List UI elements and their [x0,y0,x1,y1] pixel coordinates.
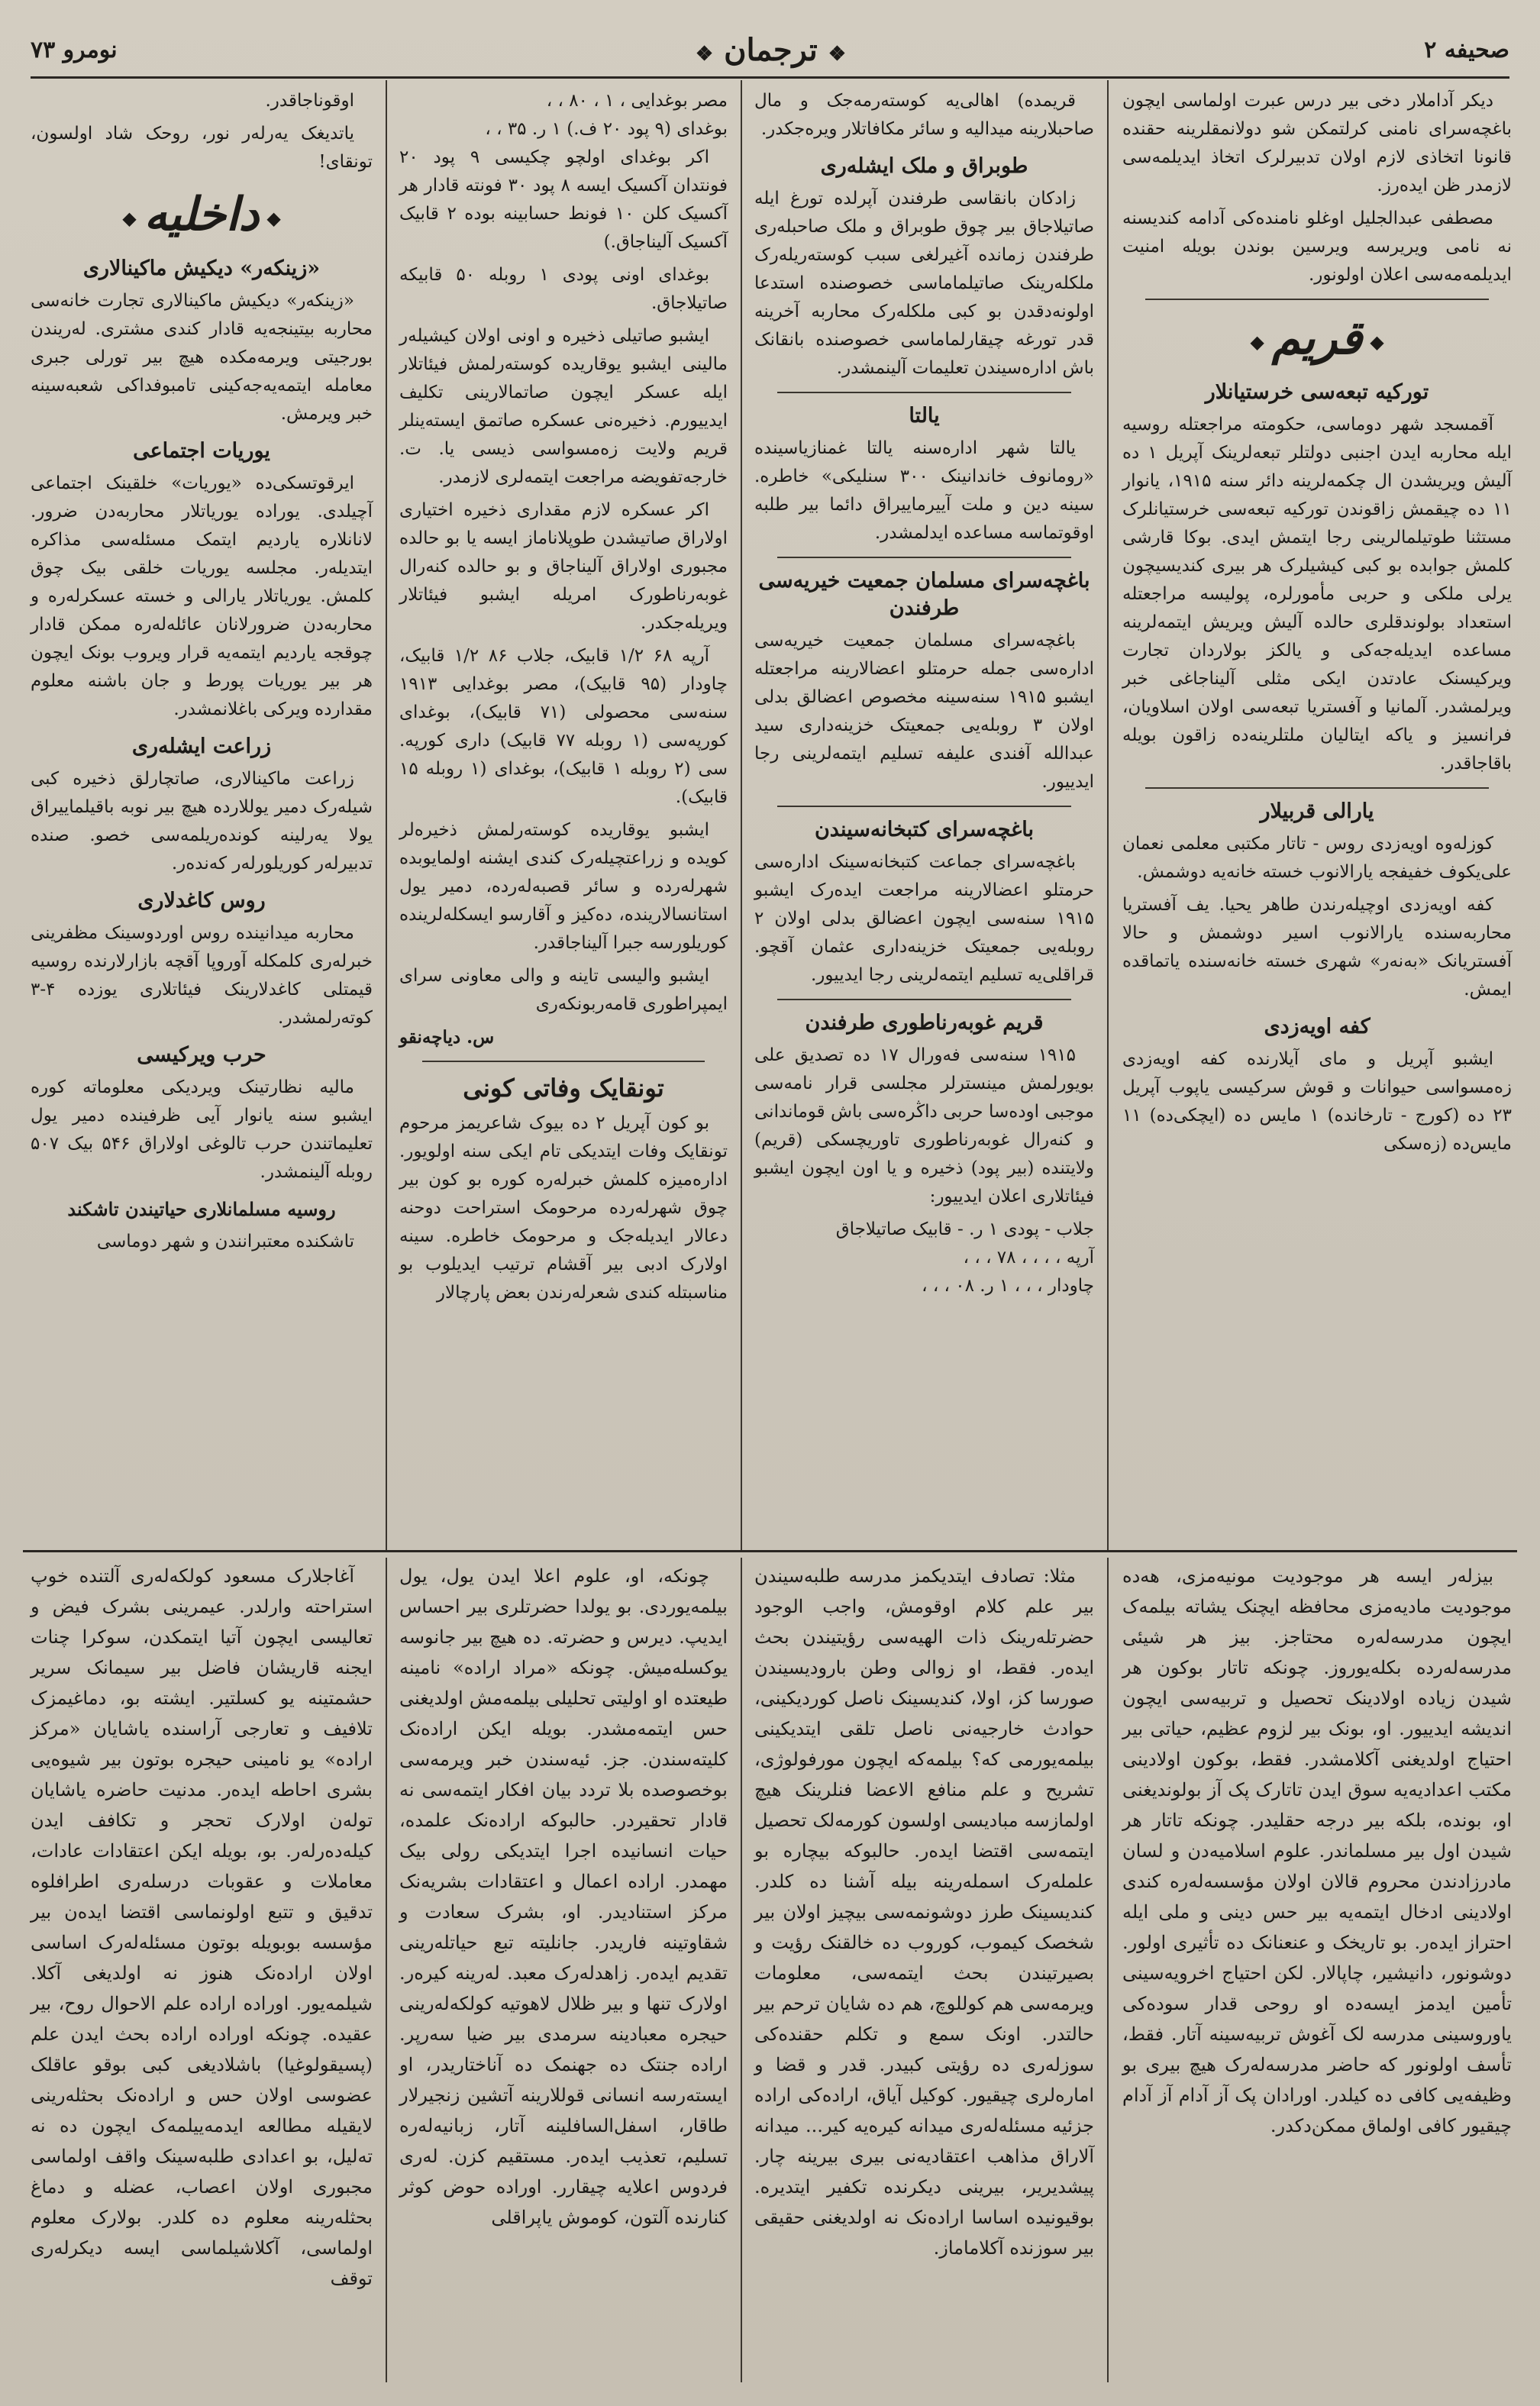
headline: تورکیه تبعه‌سی خرستیانلار [1205,379,1429,404]
price-line: مصر بوغدایی ، ۱ ، ۸۰ ، ، [546,91,728,111]
article-paragraph: قریمده) اهالی‌یه کوسته‌رمەجک و مال صاحبلارینه میدالیه و سائر مکافاتلار ویرەجکدر. [754,91,1094,139]
divider [777,806,1071,807]
column-2 [747,84,1102,1546]
section-heading-crimea: ◆ قریم ◆ [1122,311,1512,370]
headline: طوبراق و ملک ایشلەری [820,154,1028,178]
headline: روس کاغدلاری [137,888,266,912]
column-rule [741,1558,742,2382]
article-paragraph: دیکر آداملار دخی بیر درس عبرت اولماسی ایچون باغچه‌سرای نامنی کرلتمکن شو دولانمقلرینه حقنده قانونا اتخاذی لازم اولان تدبیرلرک اتخاذ ایدیلمه‌سی لازمدر ظن ایدەرز. [1122,91,1512,195]
article-paragraph: باغچه‌سرای جماعت کتبخانه‌سینک ادارەسی حرمتلو اعضالارینه مراجعت ایده‌رک ایشبو ۱۹۱۵ سنه‌سی ایچون اعضالق بدلی اولان ۲ روبله‌یی جمعیتک خزینه‌داری عثمان آقچو. قراقلی‌یه تسلیم ایتمه‌لرینی رجا ایدییور. [754,852,1094,985]
issue-number: نومرو ۷۳ [31,36,118,63]
article-paragraph: بیزلەر ایسه هر موجودیت مونیه‌مزی، هەده موجودیت مادیه‌مزی محافظه ایچنک یشاته بیلمه‌ک ایچون مدرسه‌لەره محتاجز. بیز هر شیئی مدرسه‌لەرده بکله‌یوروز. چونکه تاتار بوکون هر شیدن زیاده اولادینک تحصیل و تربیه‌سی ایچون اندیشه ایدییور. او، بونک بیر لزوم عظیم، حیاتی بیر احتیاج اولدیغنی آکلامشدر. فقط، بوکون اولادینی مکتب اعدادیه‌یه سوق ایدن تاتارک پک آز بولوندیغنی او، بونده، بلکه بیر درجه حقلیدر. چونکه تاتار هر شیدن اول بیر مسلماندر. علوم اسلامیه‌دن و لسان مادرزادندن محروم قالان اولان مؤسسه‌لەره کندی اولادینی ادخال ایتمه‌یه بیر حس دینی و ملی ایله احتراز ایدەر. بو تاریخک و عنعنانک ده تأثیری اولور. دوشونور، دانیشیر، چاپالار. لکن احتیاج اخرویه‌سینی تأمین ایدمز ایسه‌ده او روحی قدار سوده‌کی یاوروسینی مدرسه لک آغوش تربیه‌سینه آتار. فقط، تأسف اولونور که حاضر مدرسه‌لەرک هیچ بیری بو وظیفه‌یی کافی ده کیلدر. اورادان پک آز آدام آز آدام چیقیور کافی اولماق ممکن‌دکدر. [1122,1565,1512,2136]
article-paragraph: ۱۹۱۵ سنه‌سی فەورال ۱۷ دە تصدیق علی بویورلمش مینسترلر مجلسی قرار نامه‌سی موجبی اودەسا حربی داڭرەسی باش قوماندانی و کنەرال غوبەرناطوری تاوریچسکی (قریم) ولایتنده (بیر پود) ذخیره و یا اون ایچون ایشبو فیئاتلاری اعلان ایدییور: [754,1045,1094,1206]
feuilleton-column-2 [747,1558,1102,2382]
column-3 [392,84,735,1546]
article-paragraph: اکر عسکره لازم مقداری ذخیره اختیاری اولاراق صاتیشدن طوپلاناماز ایسه یا بو حالده مجبوری اولاراق آلیناجاق و بو حالده کنەرال غوبەرناطورک امریله ایشبو فیئاتلار ویریله‌جکدر. [399,500,728,633]
headline: حرب ویرکیسی [137,1042,266,1067]
price-line: چاودار ، ، ، ۱ ر. ۰۸ ، ، ، [922,1276,1094,1296]
column-rule [1107,80,1109,1550]
headline: «زینکەر» دیکیش ماکینالاری [82,256,321,280]
headline-tukay: تونقایک وفاتی کونی [463,1074,664,1103]
article-paragraph: ایشبو آپریل و مای آیلارنده کفه اویەزدی زەمسواسی حیوانات و قوش سرکیسی یاپوب آپریل ۲۳ دە (کورج - تارخانده) ۱ مایس دە (ایچکی‌دە) ۱۱ مایس‌دە (زەسکی [1122,1048,1512,1154]
article-paragraph: آغاجلارک مسعود کولکه‌لەری آلتنده خوپ استراحته وارلدر. عیمرینی بشرک فیض و تعالیسی ایچون آتیا ایتمکدن، سوکرا چنات ایجنه قاریشان فاضل بیر سیمانک سریر حشمتینه یو کسلتیر. ایشته بو، دماغیمزک تلافیف و تعارجی آراسنده یاشایان «مرکز اراده» یو نامینی حیجره بوتون بیر شیوەیی بشری احاطه ایدەر. مدنیت حاضره یاشایان تولەن اولارک تحجر و تکافف ایدن کیله‌ده‌رلەر. بو، بویله ایکن اعتقادات عادات، معاملات و عقوبات درسلەری اطرافلوه تدقیق و تتبع اولونماسی اقتضا ایدەن بیر مؤسسه بوبویله بوتون مسئله‌لەرک اساسی اولان ارادەنک هنوز نه اولدیغی آکلا. شیلمه‌یور. اورادە اراده علم الاحوال روح، بیر عقیده. چونکه اورادە اراده بحث ایدن علم (پسیقولوغیا) باشلادیغی کبی بوقو عاقلک عضوسی اولان حس و ارادەنک بحثلەرینی لایقیله مطالعه ایدمه‌ییلمه‌ک ایچون ده نه ته‌لیل، بو اعدادی طلبه‌سینک واقف اولماسی مجبوری اولان اعصاب، عضله و دماغ بحثلەرینه معلوم ده کلدر. بولارک معلوم اولماسی، آکلاشیلماسی ایسه دیکرلەری توقف [31,1565,373,2289]
divider [777,999,1071,1000]
article-paragraph: محاربه میدانینده روس اوردوسینک مظفرینی خبرلەری کلمکله آوروپا آقچه بازارلارنده روسیه قیمتلی کاغدلارینک فیئاتلاری یوزده ۴-۳ کوتەرلمشدر. [31,922,373,1028]
section-rule [23,1550,1517,1552]
article-paragraph: یالتا شهر ادارەسنه یالتا غمنازیاسینده «رومانوف خاندانینک ۳۰۰ سنلیکی» خاطرە. سینه دین و ملت آییرماییراق دائما بیر طلبه اوقوتماسه مساعده ایدلمشدر. [754,438,1094,543]
article-paragraph: بوغدای اونی پودی ۱ روبله ۵۰ قابیکه صاتیلاجاق. [399,265,728,313]
divider [422,1061,705,1062]
headline: باغچه‌سرای مسلمان جمعیت خیریه‌سی طرفندن [758,569,1090,620]
article-paragraph: ایشبو یوقاریده کوستەرلمش ذخیرەلر کویده و زراعتچیلەرک کندی ایشنه اولمایوبده شهرلەرده و سائر قصبه‌لەرده، دمیر یول استانسالارینده، دەکیز و آقارسو ایسکله‌لرینده کوریلورسه جبرا آلیناجاقدر. [399,820,728,953]
feuilleton-column-3 [392,1558,735,2382]
headline: قریم غوبەرناطوری طرفندن [805,1011,1044,1035]
newspaper-title: ❖ ترجمان ❖ [685,32,857,68]
page-label: صحیفه ۲ [1424,36,1509,63]
article-paragraph: آقمسجد شهر دوماسی، حکومته مراجعتله روسیه ایله محاربه ایدن اجنبی دولتلر تبعه‌لرینک آپریل ۱ دە آلیش ویریشدن ال چکمه‌لرینه دائر سنه ۱۹۱۵، یانوار ۱۱ دە چیقمش زاقوندن تورکیه تبعه‌سی خرستیانلرک مستثنا طوتیلمالرینی رجا ایتمش ایدی. بوکا قارشی کلمش جوابده بو کبی کیشیلرک هر بیری کندیسیچون یرلی ملکی و حربی مأمورلره، پولیسه مراجعتله استعداد بولوندقلری حالده آلیش ویریش ایتمه‌لرینه مساعده ایدیله‌جه‌کی و یالکز بولاردان تجارت ویرکیسنک عادتدن ایکی مثلی آلیناجاغی خبر ویرلمشدر. آلمانیا و آفستریا تبعه‌سی اولان اسلاویان، فرانسیز و یاکه ایتالیان ملتلرینه‌ده زاقون بویله باقاجاقدر. [1122,414,1512,773]
headline: کفه اویەزدی [1264,1014,1371,1038]
notice-paragraph: مصطفی عبدالجلیل اوغلو نامنده‌کی آدامه کندیسنه نه نامی ویریرسه ویرسین بوندن بویله امنیت ایدیلمه‌مه‌سی اعلان اولونور. [1122,208,1512,285]
headline: زراعت ایشلەری [131,734,272,758]
article-paragraph: مثلا: تصادف ایتدیکمز مدرسه طلبه‌سیندن بیر علم کلام اوقومش، واجب الوجود حضرتلەرینک ذات الهیه‌سی رؤیتیندن بحث ایدەر. فقط، او زوالی وطن بارودیسیندن صورسا کز، اولا، کندیسینک ناصل کوردیکینی، حوادث خارجیه‌نی ناصل تلقی ایتدیکینی بیلمه‌یورمی که؟ بیلمه‌که ایچون مورفولوژی، تشریح و علم منافع الاعضا فنلرینک هیچ اولمازسه مبادیسی اولسون کورمه‌لک تحصیل ایتمه‌سی اقتضا ایدەر. حالبوکه بیچاره بو علملەرک اسملەرینه بیله آشنا ده کلدر. کندیسینک طرز دوشونمه‌سی بیچیز اولان بیر شخصک کیموب، کوروب ده خالقنک رؤیت و بصیرتیندن بحث ایتمه‌سی، معلومات ویرمه‌سی هم کوللوچ، هم ده شایان ترحم بیر حالتدر. اونک سمع و تکلم حقنده‌کی سوزلەری ده رؤیتی کبیدر. قدر و قضا و اماره‌لری چیقیور. کوکیل آیاق، اراده‌کی اراده جزئیه مسئله‌لەری میدانه کیرە‌یه کیر... میدانه آلاراق مذاهب اعتقادیه‌نی بیری بیرینه چار. پیشدیریر، بیرینی دیکرنده تکفیر ایتدیرە. بوقیونیده اساسا ارادەنک نه اولدیغنی حقیقی بیر سوزنده آکلاماماز. [754,1565,1094,2259]
divider [1145,299,1489,300]
article-paragraph: زادکان بانقاسی طرفندن آپرلده تورغ ایله صاتیلاجاق بیر چوق طوبراق و ملک صاحبلەری طرفندن زمانده آغیرلغی سبب کوسته‌ریله‌رک ملکلەرینک صاتیلماماسی خصوصنده استدعا اولونەدقدن بو کبی ملکلەرک محاربه آخرینه قدر تورغه چیقارلماماسی خصوصنده بانقانک باش ادارەسیندن تعلیمات آلینمشدر. [754,189,1094,378]
article-paragraph: کوزلەوە اویەزدی روس - تاتار مکتبی معلمی نعمان علی‌یکوف خفیفجه یارالانوب خسته خانه‌یه دوشمش. [1122,833,1512,882]
article-paragraph: ایشبو صاتیلی ذخیره و اونی اولان کیشیلەر مالینی ایشبو یوقاریده کوستەرلمش فیئاتلار ایله عسکر ایچون صاتمالارینی تکلیف ایدییورم. ذخیره‌نی عسکره صاتمق ایستەینلر قریم ولایت زەمسواسی ذیسی یا. ت. خارجه‌تفویضه مراجعت ایتمه‌لری لازمدر. [399,326,728,487]
article-paragraph: چونکه، او، علوم اعلا ایدن یول، یول بیلمه‌یوردی. بو یولدا حضرتلری بیر احساس ایدیپ. دیرس و حضرته. ده هیچ بیر جانوسه یوکسلەمیش. چونکه «مراد اراده» نامینه طیعتده او اولیتی تحلیلی بیلمەمش اولدیغنی حس ایتمه‌مشدر. بویله ایکن ارادەنک کلیته‌سندن. جز. ئیه‌سندن خبر ویرمه‌سی بوخصوصده بلا تردد بیان افکار ایتمه‌سی نه قادار تحقیردر. حالبوکه ارادەنک علمده، حیات انسانیده اجرا ایتدیکی رولی بیک مهمدر. اراده اعمال و اعتقادات بشریه‌نک مرکز استنادیدر. او، بشرک سعادت و شقاوتینه فاریدر. جانلیته تبع حیاتلەرینی تقدیم ایدەر. زاهدلەرک معبد. لەرینه کیرەر. اولارک تنها و بیر ظلال لاهوتیه کولکه‌لەرینی حیجره معبادینه سرمدی بیر ضیا سەرپر. اراده جنتک ده جهنمک ده آناختاریدر، او ایستەرسه انسانی قوللارینه آتشین زنجیرلار طاقار، اسفل‌السافلینه آتار، زبانیه‌لەره تسلیم، تعذیب ایدەر. مستقیم کزن. لەری فردوس اعلایه چیقارر. اورادە حوض کوثر کنارنده آلتون، کوموش یاپراقلی [399,1565,728,2228]
price-line: جلاب - پودی ۱ ر. - قابیک صاتیلاجاق [835,1219,1094,1239]
headline: روسیه مسلمانلاری حیاتیندن تاشکند [67,1197,336,1220]
column-rule [386,1558,387,2382]
headline: یوریات اجتماعی [133,438,270,463]
price-line: آرپه ، ، ، ، ۷۸ ، ، ، [963,1248,1094,1268]
article-paragraph: ایشبو والیسی تاینه و والی معاونی سرای ایمپراطوری قامەربونکەری [399,966,728,1014]
column-rule [741,80,742,1550]
feuilleton-column-1 [1115,1558,1519,2382]
divider [1145,787,1489,789]
article-paragraph: بو کون آپریل ۲ دە بیوک شاعریمز مرحوم تونقایک وفات ایتدیکی تام ایکی سنه اولویور. ادارەمیزه کلمش خبرلەره کورە بو کون بیر چوق شهرلەرده مرحومک استراحت دوحنه دعالار ایدیله‌جک و مرحومک خاطرە. سینه اولارک ادبی بیر آقشام ترتیب ایدیلوب بو مناسبتله کندی شعرلەرندن بعض پارچالار [399,1113,728,1303]
article-paragraph: اکر بوغدای اولچو چکیسی ۹ پود ۲۰ فونتدان آکسیک ایسه ۸ پود ۳۰ فونته قادار هر آکسیک کلن ۱۰ فونط حسابینه بوده ۲ قابیک آکسیک آلیناجاق.) [399,147,728,252]
masthead [31,23,1509,79]
column-4 [23,84,380,1546]
article-paragraph: تاشکنده معتبرانندن و شهر دوماسی [96,1231,354,1251]
feuilleton-column-4 [23,1558,380,2382]
column-rule [1107,1558,1109,2382]
column-1 [1115,84,1519,1546]
article-paragraph: زراعت ماکینالاری، صاتچارلق ذخیره کبی شیلەرک دمیر یوللارده هیچ بیر نوبه باقیلماییراق یولا یەرلینه کوندەریلمه‌سی خصو. صنده تدبیرلەر کوریلورلەر کەندەر. [31,768,373,874]
headline: باغچه‌سرای کتبخانه‌سیندن [814,818,1035,841]
headline: یالتا [909,404,940,428]
article-paragraph: آرپه ۶۸ ۱/۲ قابیک، جلاب ۸۶ ۱/۲ قابیک، چاودار (۹۵ قابیک)، مصر بوغدایی ۱۹۱۳ سنه‌سی محصولی (۷۱ قابیک)، بوغدای کورپه‌سی (۱ روبله ۷۷ قابیک) داری کورپه. سی (۲ روبله ۱ قابیک)، بوغدای (۱ روبله ۱۵ قابیک). [399,646,728,807]
article-paragraph: «زینکەر» دیکیش ماکینالاری تجارت خانه‌سی محاربه بیتینجەیه قادار کندی مشتری. لەریندن بورجیتی ویرمه‌مکده هیچ بیر تورلی جبری معامله ایتمه‌یه‌جه‌کینی تامبوفداکی شعبه‌سینه خبر ویرمش. [31,290,373,424]
article-paragraph: مالیه نظارتینک ویردیکی معلوماته کوره ایشبو سنه یانوار آیی ظرفینده دمیر یول تعلیماتندن حرب تالوغی اولاراق ۵۴۶ بیک ۵۰۷ روبله آلینمشدر. [31,1077,373,1182]
article-paragraph: کفه اویەزدی اوچیلەرندن طاهر یحیا. یف آفستریا محاربه‌سنده یارالانوب اسیر دوشمش و حالا آفستریانک «بەنەر» شهری خسته خانه‌سنده یاتماقده ایمش. [1122,894,1512,1000]
article-paragraph: باغچه‌سرای مسلمان جمعیت خیریه‌سی ادارەسی جمله حرمتلو اعضالارینه مراجعتله ایشبو ۱۹۱۵ سنه‌سینه مخصوص اعضالق بدلی اولان ۳ روبله‌یی جمعیتک خزینه‌داری سید عبدالله آفندی علیفه تسلیم ایتمه‌لرینی رجا ایدییور. [754,631,1095,792]
divider [777,392,1071,393]
article-paragraph: اوقوناجاقدر. [265,91,354,111]
section-heading-domestic: ◆ داخلیه ◆ [31,187,373,246]
price-line: بوغدای (۹ پود ۲۰ ف.) ۱ ر. ۳۵ ، ، [485,119,728,139]
column-rule [386,80,387,1550]
signature: س. دیاچه‌نقو [399,1027,495,1048]
headline: یارالی قربیلار [1260,799,1374,823]
article-paragraph: یاتدیغک یەرلەر نور، روحک شاد اولسون، تونقای! [31,124,373,172]
divider [777,557,1071,558]
article-paragraph: ایرقوتسکی‌دە «یوریات» خلقینک اجتماعی آچیلدی. یورادە یوریاتلار محاربەدن ضرور. لانانلاره یاردیم ایتمک مسئله‌سی مذاکره ایتدیلەر. مجلسه یوریات خلقی بیک چوق کلمش. یوریاتلار یارالی و خسته عسکرلەره و محاربەدن ضرورلانان عائله‌لەره ممکن قادار چوقجه یاردیم ایتمه‌یه قرار ویروب بونک ایچون هر بیر یوریات پورط و جان باشنه معلوم مقدارده ویرکی باغلانمشدر. [31,473,373,719]
